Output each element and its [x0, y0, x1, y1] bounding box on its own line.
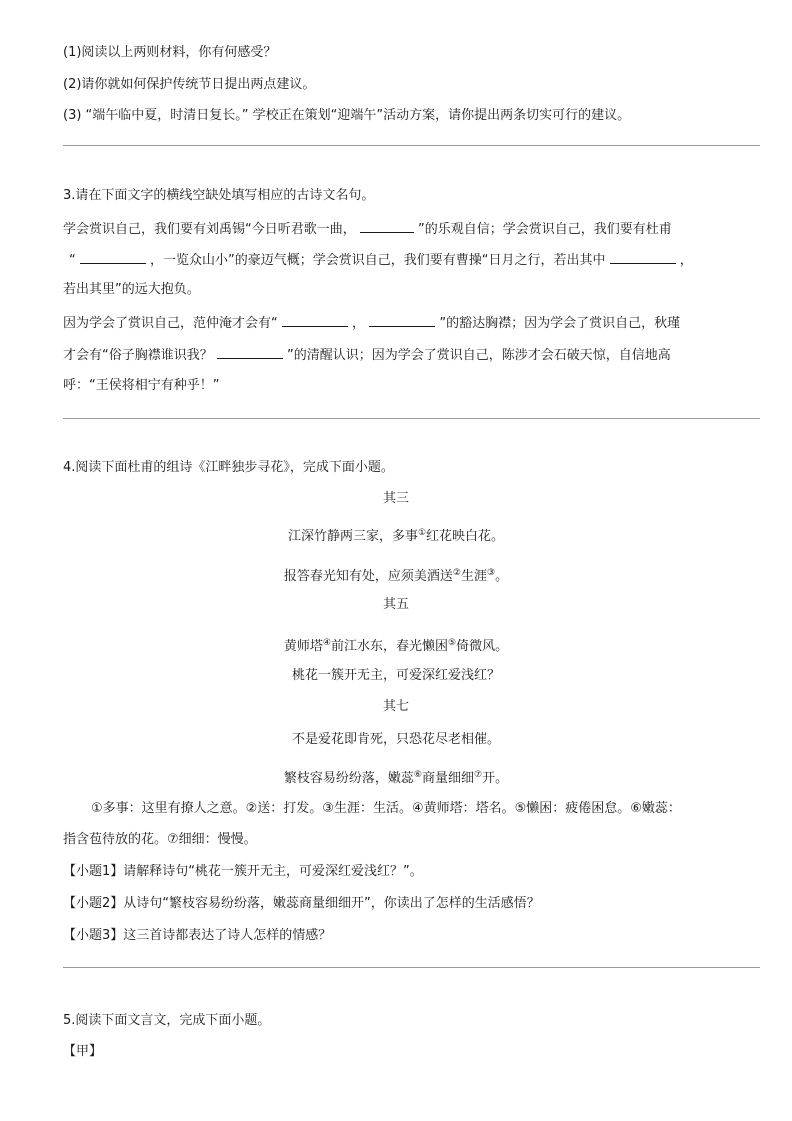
q3-line1	[63, 218, 672, 239]
poem-text: 倚微风。	[456, 639, 509, 654]
q3-line4-text-b: ，	[352, 316, 366, 331]
q3-line4-text-c: ”的豁达胸襟；因为学会了赏识自己，秋瑾	[439, 316, 681, 331]
q5-title: 5.阅读下面文言文，完成下面小题。	[63, 1013, 271, 1028]
footnote-marker: ③	[487, 568, 496, 578]
sub-question-1: 【小题1】请解释诗句“桃花一簇开无主，可爱深红爱浅红？”。	[63, 864, 423, 879]
footnote-marker: ⑥	[413, 770, 422, 780]
poem-text: 红花映白花。	[426, 529, 505, 544]
poem5-line1	[0, 634, 792, 656]
answer-blank-5[interactable]	[369, 312, 435, 327]
q3-line3: 若出其里”的远大抱负。	[63, 282, 200, 297]
poem3-line1	[0, 524, 792, 546]
answer-blank-2[interactable]	[80, 249, 146, 264]
poem-heading-5: 其五	[382, 597, 409, 612]
divider	[63, 967, 760, 968]
footnote-marker: ⑦	[474, 770, 483, 780]
footnote-marker: ①	[417, 528, 427, 538]
poem-text: 江深竹静两三家，多事	[287, 529, 418, 544]
poem-heading-7: 其七	[382, 699, 409, 714]
footnotes-line2: 指含苞待放的花。⑦细细：慢慢。	[63, 832, 257, 847]
poem3-line2	[0, 564, 792, 586]
q3-line5-text-a: 才会有“俗子胸襟谁识我？	[63, 348, 213, 363]
q3-line2	[63, 249, 693, 270]
footnote-marker: ④	[322, 638, 331, 648]
poem-text: 。	[495, 569, 509, 584]
answer-blank-6[interactable]	[217, 344, 283, 359]
poem5-line2: 桃花一簇开无主，可爱深红爱浅红？	[291, 668, 500, 683]
q3-line4	[63, 312, 680, 333]
poem7-line1: 不是爱花即肯死，只恐花尽老相催。	[291, 732, 500, 747]
poem-text: 报答春光知有处，应须美酒送	[283, 569, 453, 584]
poem-text: 商量细细	[421, 771, 474, 786]
answer-blank-4[interactable]	[282, 312, 348, 327]
answer-blank-3[interactable]	[610, 249, 676, 264]
poem-text: 生涯	[460, 569, 487, 584]
footnote-marker: ⑤	[448, 638, 457, 648]
divider	[63, 145, 760, 146]
divider	[63, 418, 760, 419]
poem-text: 前江水东，春光懒困	[330, 639, 448, 654]
q3-line1-text-a: 学会赏识自己，我们要有刘禹锡“今日听君歌一曲，	[63, 222, 356, 237]
answer-blank-1[interactable]	[360, 218, 414, 233]
q2-sub1: (1)阅读以上两则材料，你有何感受？	[63, 45, 277, 60]
q3-line2-text-c: ，	[679, 253, 693, 268]
poem-text: 黄师塔	[283, 639, 323, 654]
poem-text: 繁枝容易纷纷落，嫩蕊	[283, 771, 414, 786]
q3-line2-text-b: ，一览众山小”的豪迈气概；学会赏识自己，我们要有曹操“日月之行，若出其中	[150, 253, 606, 268]
q3-line2-text-a: “	[69, 253, 76, 268]
q3-title: 3.请在下面文字的横线空缺处填写相应的古诗文名句。	[63, 188, 375, 203]
q3-line1-text-b: ”的乐观自信；学会赏识自己，我们要有杜甫	[418, 222, 672, 237]
q2-sub2: (2)请你就如何保护传统节日提出两点建议。	[63, 77, 316, 92]
q5-jia-label: 【甲】	[63, 1044, 103, 1059]
footnotes-line1: ①多事：这里有撩人之意。②送：打发。③生涯：生活。④黄师塔：塔名。⑤懒困：疲倦困怠。⑥嫩蕊：	[91, 801, 681, 816]
poem7-line2	[0, 766, 792, 788]
q4-title: 4.阅读下面杜甫的组诗《江畔独步寻花》，完成下面小题。	[63, 460, 394, 475]
poem-heading-3: 其三	[382, 491, 409, 506]
q3-line5-text-b: ”的清醒认识；因为学会了赏识自己，陈涉才会石破天惊，自信地高	[287, 348, 671, 363]
poem-text: 开。	[482, 771, 509, 786]
q3-line6: 呼：“王侯将相宁有种乎！”	[63, 378, 220, 393]
sub-question-2: 【小题2】从诗句“繁枝容易纷纷落，嫩蕊商量细细开”，你读出了怎样的生活感悟？	[63, 896, 540, 911]
q3-line5	[63, 344, 671, 365]
q3-line4-text-a: 因为学会了赏识自己，范仲淹才会有“	[63, 316, 278, 331]
q2-sub3: (3) “端午临中夏，时清日复长。” 学校正在策划“迎端午”活动方案，请你提出两条切实可行的建议。	[63, 108, 631, 123]
footnote-marker: ②	[452, 568, 461, 578]
sub-question-3: 【小题3】这三首诗都表达了诗人怎样的情感？	[63, 928, 332, 943]
